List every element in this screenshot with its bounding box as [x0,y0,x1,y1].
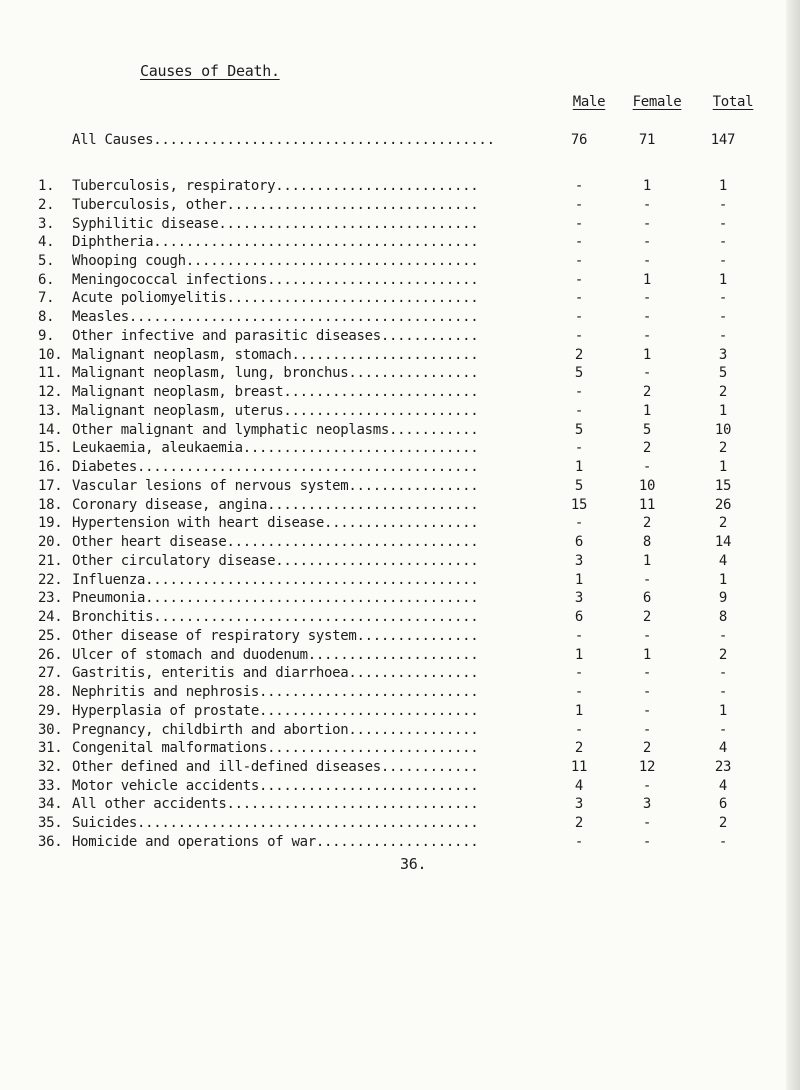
row-number: 30. [38,721,63,738]
total-count: - [718,684,728,700]
table-row [0,196,800,214]
female-count: - [642,815,652,832]
male-count: 4 [574,777,584,794]
female-count: - [642,702,652,719]
total-count: 1 [718,402,728,419]
table-row [0,252,800,270]
male-count: - [574,627,584,644]
row-number: 33. [38,777,63,794]
cause-label: Suicides.......................................... [72,815,479,832]
row-number: 18. [38,496,63,513]
cause-label: Nephritis and nephrosis........................... [72,684,479,700]
male-count: 11 [570,758,588,775]
table-row [0,346,800,364]
cause-label: Tuberculosis, other............................... [72,196,479,213]
table-row [0,721,800,739]
total-count: 9 [718,590,728,607]
total-count: 4 [718,777,728,794]
column-header-total: Total [712,94,754,110]
cause-label: Influenza......................................... [72,571,479,588]
female-count: 2 [642,740,652,757]
male-count: 2 [574,740,584,757]
total-count: - [718,234,728,251]
row-number: 16. [38,459,63,476]
all-causes-female: 71 [638,132,656,148]
female-count: 2 [642,515,652,532]
row-number: 21. [38,552,63,569]
row-number: 27. [38,665,63,682]
cause-label: Tuberculosis, respiratory......................... [72,178,479,194]
female-count: 1 [642,646,652,663]
page-title: Causes of Death. [140,62,280,80]
female-count: - [642,327,652,344]
total-count: 2 [718,815,728,832]
row-number: 2. [38,196,55,213]
total-count: - [718,309,728,326]
total-count: 2 [718,515,728,532]
total-count: - [718,253,728,269]
female-count: - [642,721,652,738]
row-number: 15. [38,440,63,457]
female-count: - [642,196,652,213]
total-count: 1 [718,271,728,288]
row-number: 20. [38,534,63,551]
male-count: 1 [574,571,584,588]
table-row [0,833,800,851]
total-count: 8 [718,609,728,625]
row-number: 28. [38,684,63,700]
male-count: - [574,833,584,850]
column-header-male: Male [572,94,606,110]
all-causes-label: All Causes.......................................... [72,132,495,148]
male-count: 3 [574,796,584,813]
table-row [0,477,800,495]
page-number: 36. [400,855,427,873]
table-row [0,421,800,439]
table-row [0,514,800,532]
female-count: - [642,833,652,850]
table-row [0,814,800,832]
table-row [0,646,800,664]
all-causes-male: 76 [570,132,588,148]
total-count: - [718,215,728,232]
table-row [0,215,800,233]
male-count: - [574,440,584,457]
row-number: 26. [38,646,63,663]
total-count: 6 [718,796,728,813]
total-count: 2 [718,440,728,457]
total-count: 5 [718,365,728,382]
table-row [0,739,800,757]
table-row [0,327,800,345]
male-count: - [574,384,584,401]
row-number: 9. [38,327,55,344]
male-count: 1 [574,646,584,663]
cause-label: Gastritis, enteritis and diarrhoea................ [72,665,479,682]
table-row [0,496,800,514]
table-row [0,364,800,382]
female-count: 6 [642,590,652,607]
female-count: - [642,777,652,794]
male-count: - [574,215,584,232]
female-count: - [642,234,652,251]
cause-label: Whooping cough.................................... [72,253,479,269]
row-number: 10. [38,346,63,363]
table-row [0,664,800,682]
total-count: 14 [714,534,732,551]
cause-label: Malignant neoplasm, breast........................ [72,384,479,401]
cause-label: Homicide and operations of war.................... [72,833,479,850]
male-count: - [574,402,584,419]
table-row [0,777,800,795]
female-count: 1 [642,178,652,194]
table-row [0,458,800,476]
cause-label: Pregnancy, childbirth and abortion................ [72,721,479,738]
male-count: - [574,290,584,307]
total-count: - [718,327,728,344]
row-number: 23. [38,590,63,607]
row-number: 31. [38,740,63,757]
total-count: - [718,665,728,682]
table-row [0,308,800,326]
female-count: 8 [642,534,652,551]
total-count: 4 [718,552,728,569]
male-count: - [574,271,584,288]
male-count: - [574,721,584,738]
total-count: 15 [714,477,732,494]
row-number: 12. [38,384,63,401]
table-row [0,439,800,457]
male-count: 1 [574,702,584,719]
table-row [0,608,800,626]
male-count: - [574,309,584,326]
row-number: 17. [38,477,63,494]
male-count: 1 [574,459,584,476]
total-count: 26 [714,496,732,513]
female-count: - [642,215,652,232]
female-count: 10 [638,477,656,494]
cause-label: Hypertension with heart disease................... [72,515,479,532]
total-count: 23 [714,758,732,775]
total-count: 4 [718,740,728,757]
row-number: 29. [38,702,63,719]
table-row [0,683,800,701]
row-number: 34. [38,796,63,813]
male-count: - [574,234,584,251]
female-count: - [642,253,652,269]
row-number: 4. [38,234,55,251]
male-count: 2 [574,346,584,363]
cause-label: Other malignant and lymphatic neoplasms........... [72,421,479,438]
table-row [0,758,800,776]
total-count: - [718,833,728,850]
all-causes-row [0,131,800,149]
row-number: 24. [38,609,63,625]
total-count: 10 [714,421,732,438]
table-row [0,795,800,813]
total-count: 1 [718,571,728,588]
male-count: 3 [574,590,584,607]
cause-label: Leukaemia, aleukaemia............................. [72,440,479,457]
total-count: - [718,627,728,644]
female-count: 12 [638,758,656,775]
male-count: 6 [574,609,584,625]
table-row [0,233,800,251]
male-count: - [574,515,584,532]
cause-label: Meningococcal infections.......................... [72,271,479,288]
cause-label: Diabetes.......................................... [72,459,479,476]
female-count: 2 [642,609,652,625]
cause-label: Pneumonia......................................... [72,590,479,607]
male-count: 5 [574,421,584,438]
cause-label: Other circulatory disease......................... [72,552,479,569]
row-number: 35. [38,815,63,832]
row-number: 8. [38,309,55,326]
total-count: 1 [718,702,728,719]
cause-label: Bronchitis........................................ [72,609,479,625]
cause-label: Other disease of respiratory system............... [72,627,479,644]
total-count: 1 [718,178,728,194]
total-count: 2 [718,384,728,401]
row-number: 25. [38,627,63,644]
cause-label: Ulcer of stomach and duodenum..................... [72,646,479,663]
table-row [0,571,800,589]
row-number: 32. [38,758,63,775]
male-count: - [574,178,584,194]
row-number: 19. [38,515,63,532]
female-count: - [642,459,652,476]
female-count: 11 [638,496,656,513]
table-row [0,533,800,551]
male-count: - [574,253,584,269]
cause-label: Malignant neoplasm, stomach....................... [72,346,479,363]
female-count: 3 [642,796,652,813]
female-count: - [642,365,652,382]
cause-label: All other accidents............................... [72,796,479,813]
row-number: 1. [38,178,55,194]
row-number: 11. [38,365,63,382]
table-row [0,402,800,420]
cause-label: Diphtheria........................................ [72,234,479,251]
female-count: 1 [642,271,652,288]
total-count: 1 [718,459,728,476]
female-count: - [642,665,652,682]
female-count: - [642,684,652,700]
female-count: 1 [642,552,652,569]
female-count: - [642,290,652,307]
cause-label: Other infective and parasitic diseases............ [72,327,479,344]
male-count: 6 [574,534,584,551]
cause-label: Congenital malformations.......................... [72,740,479,757]
row-number: 36. [38,833,63,850]
cause-label: Motor vehicle accidents........................... [72,777,479,794]
table-row [0,702,800,720]
row-number: 3. [38,215,55,232]
row-number: 14. [38,421,63,438]
cause-label: Coronary disease, angina.......................... [72,496,479,513]
table-row [0,271,800,289]
table-row [0,289,800,307]
row-number: 7. [38,290,55,307]
cause-label: Syphilitic disease................................ [72,215,479,232]
male-count: - [574,684,584,700]
row-number: 13. [38,402,63,419]
cause-label: Other defined and ill-defined diseases............ [72,758,479,775]
total-count: 3 [718,346,728,363]
row-number: 22. [38,571,63,588]
male-count: 5 [574,477,584,494]
male-count: - [574,665,584,682]
total-count: 2 [718,646,728,663]
male-count: - [574,196,584,213]
male-count: 5 [574,365,584,382]
row-number: 5. [38,253,55,269]
cause-label: Vascular lesions of nervous system................ [72,477,479,494]
all-causes-total: 147 [710,132,736,148]
table-row [0,552,800,570]
female-count: 2 [642,440,652,457]
row-number: 6. [38,271,55,288]
cause-label: Measles........................................... [72,309,479,326]
female-count: - [642,571,652,588]
female-count: 1 [642,402,652,419]
female-count: 1 [642,346,652,363]
total-count: - [718,196,728,213]
cause-label: Other heart disease............................... [72,534,479,551]
cause-label: Malignant neoplasm, lung, bronchus................ [72,365,479,382]
cause-label: Hyperplasia of prostate........................... [72,702,479,719]
table-row [0,177,800,195]
female-count: - [642,309,652,326]
cause-label: Acute poliomyelitis............................... [72,290,479,307]
male-count: 15 [570,496,588,513]
table-row [0,383,800,401]
female-count: - [642,627,652,644]
total-count: - [718,721,728,738]
male-count: 3 [574,552,584,569]
male-count: 2 [574,815,584,832]
table-row [0,627,800,645]
cause-label: Malignant neoplasm, uterus........................ [72,402,479,419]
female-count: 5 [642,421,652,438]
male-count: - [574,327,584,344]
female-count: 2 [642,384,652,401]
total-count: - [718,290,728,307]
table-row [0,589,800,607]
column-header-female: Female [632,94,682,110]
